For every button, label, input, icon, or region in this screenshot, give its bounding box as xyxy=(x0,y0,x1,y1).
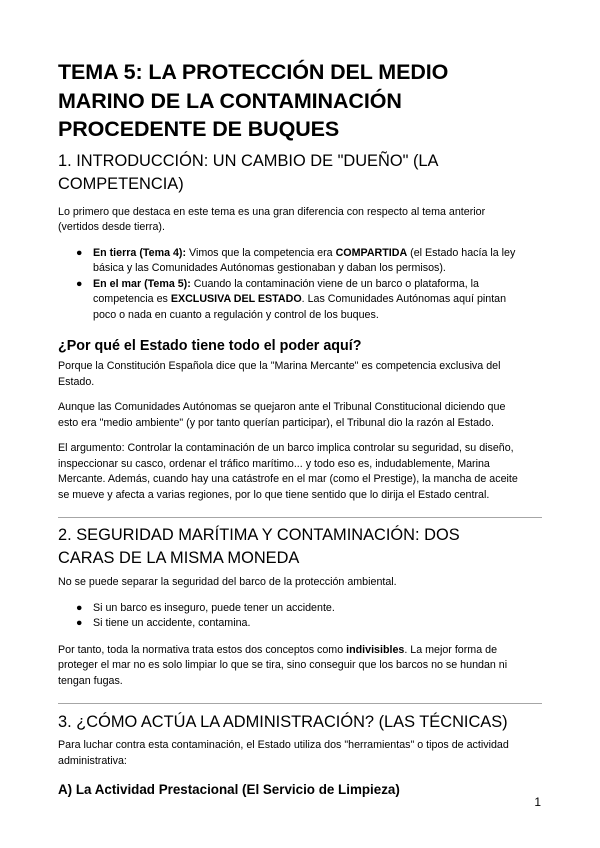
text-line: Mercante. Además, cuando hay una catástrofe en el mar (como el Prestige), la mancha de aceite xyxy=(58,473,518,485)
section-1-intro xyxy=(58,205,544,236)
safety-list xyxy=(58,601,544,632)
text-line: se mueve y afecta a varias regiones, por lo que tiene sentido que lo dirija el Estado central. xyxy=(58,488,490,501)
page-number: 1 xyxy=(534,795,541,809)
bold-term: EXCLUSIVA DEL ESTADO xyxy=(170,293,302,305)
section-3-intro xyxy=(58,738,544,769)
title-line: MARINO DE LA CONTAMINACIÓN xyxy=(58,88,402,113)
list-item xyxy=(58,601,544,617)
section-2-heading xyxy=(58,524,544,570)
text-line: proteger el mar no es solo limpiar lo que se tira, sino conseguir que los barcos no se hundan ni xyxy=(58,659,508,671)
heading-line: CARAS DE LA MISMA MONEDA xyxy=(58,549,300,567)
bullet-icon: ● xyxy=(76,601,83,614)
section-3-heading: 3. ¿CÓMO ACTÚA LA ADMINISTRACIÓN? (LAS TÉCNICAS) xyxy=(58,713,508,731)
text-line xyxy=(93,292,544,308)
list-item xyxy=(58,616,544,632)
text-line: Para luchar contra esta contaminación, el Estado utiliza dos "herramientas" o tipos de actividad xyxy=(58,739,509,751)
text-line: básica y las Comunidades Autónomas gestionaban y daban los permisos). xyxy=(93,262,446,274)
text-line: Estado. xyxy=(58,375,95,388)
list-item xyxy=(58,246,544,277)
heading-line: 1. INTRODUCCIÓN: UN CAMBIO DE "DUEÑO" (LA xyxy=(58,151,439,170)
heading-line: COMPETENCIA) xyxy=(58,174,184,193)
document-page xyxy=(58,58,544,799)
text-run: Vimos que la competencia era xyxy=(186,246,336,259)
text-line: Aunque las Comunidades Autónomas se quejaron ante el Tribunal Constitucional diciendo que xyxy=(58,401,506,413)
text-line xyxy=(58,643,544,659)
text-line: poco o nada en cuanto a regulación y control de los buques. xyxy=(93,308,379,321)
paragraph xyxy=(58,400,544,431)
text-run: . La mejor forma de xyxy=(404,643,498,656)
text-line: inspeccionar su casco, ordenar el tráfico marítimo... y todo eso es, indudablemente, Marina xyxy=(58,457,490,470)
paragraph xyxy=(58,441,544,503)
section-2-intro xyxy=(58,575,544,591)
text-run: Por tanto, toda la normativa trata estos dos conceptos como xyxy=(58,643,347,656)
text-line: Si un barco es inseguro, puede tener un accidente. xyxy=(93,601,335,614)
text-line: esto era "medio ambiente" (y por tanto querían participar), el Tribunal dio la razón al Estado. xyxy=(58,416,494,429)
heading-line: 2. SEGURIDAD MARÍTIMA Y CONTAMINACIÓN: DOS xyxy=(58,526,460,544)
text-line: tengan fugas. xyxy=(58,674,123,687)
text-line xyxy=(93,246,544,262)
horizontal-divider xyxy=(58,517,542,518)
bullet-icon: ● xyxy=(76,246,83,259)
competence-list xyxy=(58,246,544,324)
section-3-subheading: A) La Actividad Prestacional (El Servicio de Limpieza) xyxy=(58,782,400,797)
text-line xyxy=(93,277,544,293)
list-item xyxy=(58,277,544,324)
text-run: (el Estado hacía la ley xyxy=(407,246,516,259)
paragraph xyxy=(58,643,544,690)
text-line: (vertidos desde tierra). xyxy=(58,221,165,233)
bold-lead: En el mar (Tema 5): xyxy=(93,277,191,290)
bold-term: indivisibles xyxy=(346,643,405,656)
text-line: Lo primero que destaca en este tema es una gran diferencia con respecto al tema anterior xyxy=(58,205,486,218)
horizontal-divider xyxy=(58,703,542,704)
section-1-heading xyxy=(58,150,544,196)
bullet-icon: ● xyxy=(76,277,83,290)
text-line: El argumento: Controlar la contaminación de un barco implica controlar su seguridad, su diseño, xyxy=(58,442,514,454)
bold-term: COMPARTIDA xyxy=(335,246,408,259)
document-title xyxy=(58,58,544,144)
text-run: competencia es xyxy=(93,293,171,305)
bullet-icon: ● xyxy=(76,617,83,629)
text-line: No se puede separar la seguridad del barco de la protección ambiental. xyxy=(58,576,397,588)
text-line: Porque la Constitución Española dice que la "Marina Mercante" es competencia exclusiva del xyxy=(58,360,501,372)
title-line: TEMA 5: LA PROTECCIÓN DEL MEDIO xyxy=(58,60,449,84)
text-line: Si tiene un accidente, contamina. xyxy=(93,617,251,629)
text-line: administrativa: xyxy=(58,754,127,767)
paragraph xyxy=(58,359,544,390)
text-run: Cuando la contaminación viene de un barco o plataforma, la xyxy=(190,277,479,290)
section-1-subheading: ¿Por qué el Estado tiene todo el poder aquí? xyxy=(58,338,362,354)
bold-lead: En tierra (Tema 4): xyxy=(93,246,187,259)
text-run: . Las Comunidades Autónomas aquí pintan xyxy=(301,293,507,305)
title-line: PROCEDENTE DE BUQUES xyxy=(58,117,340,141)
